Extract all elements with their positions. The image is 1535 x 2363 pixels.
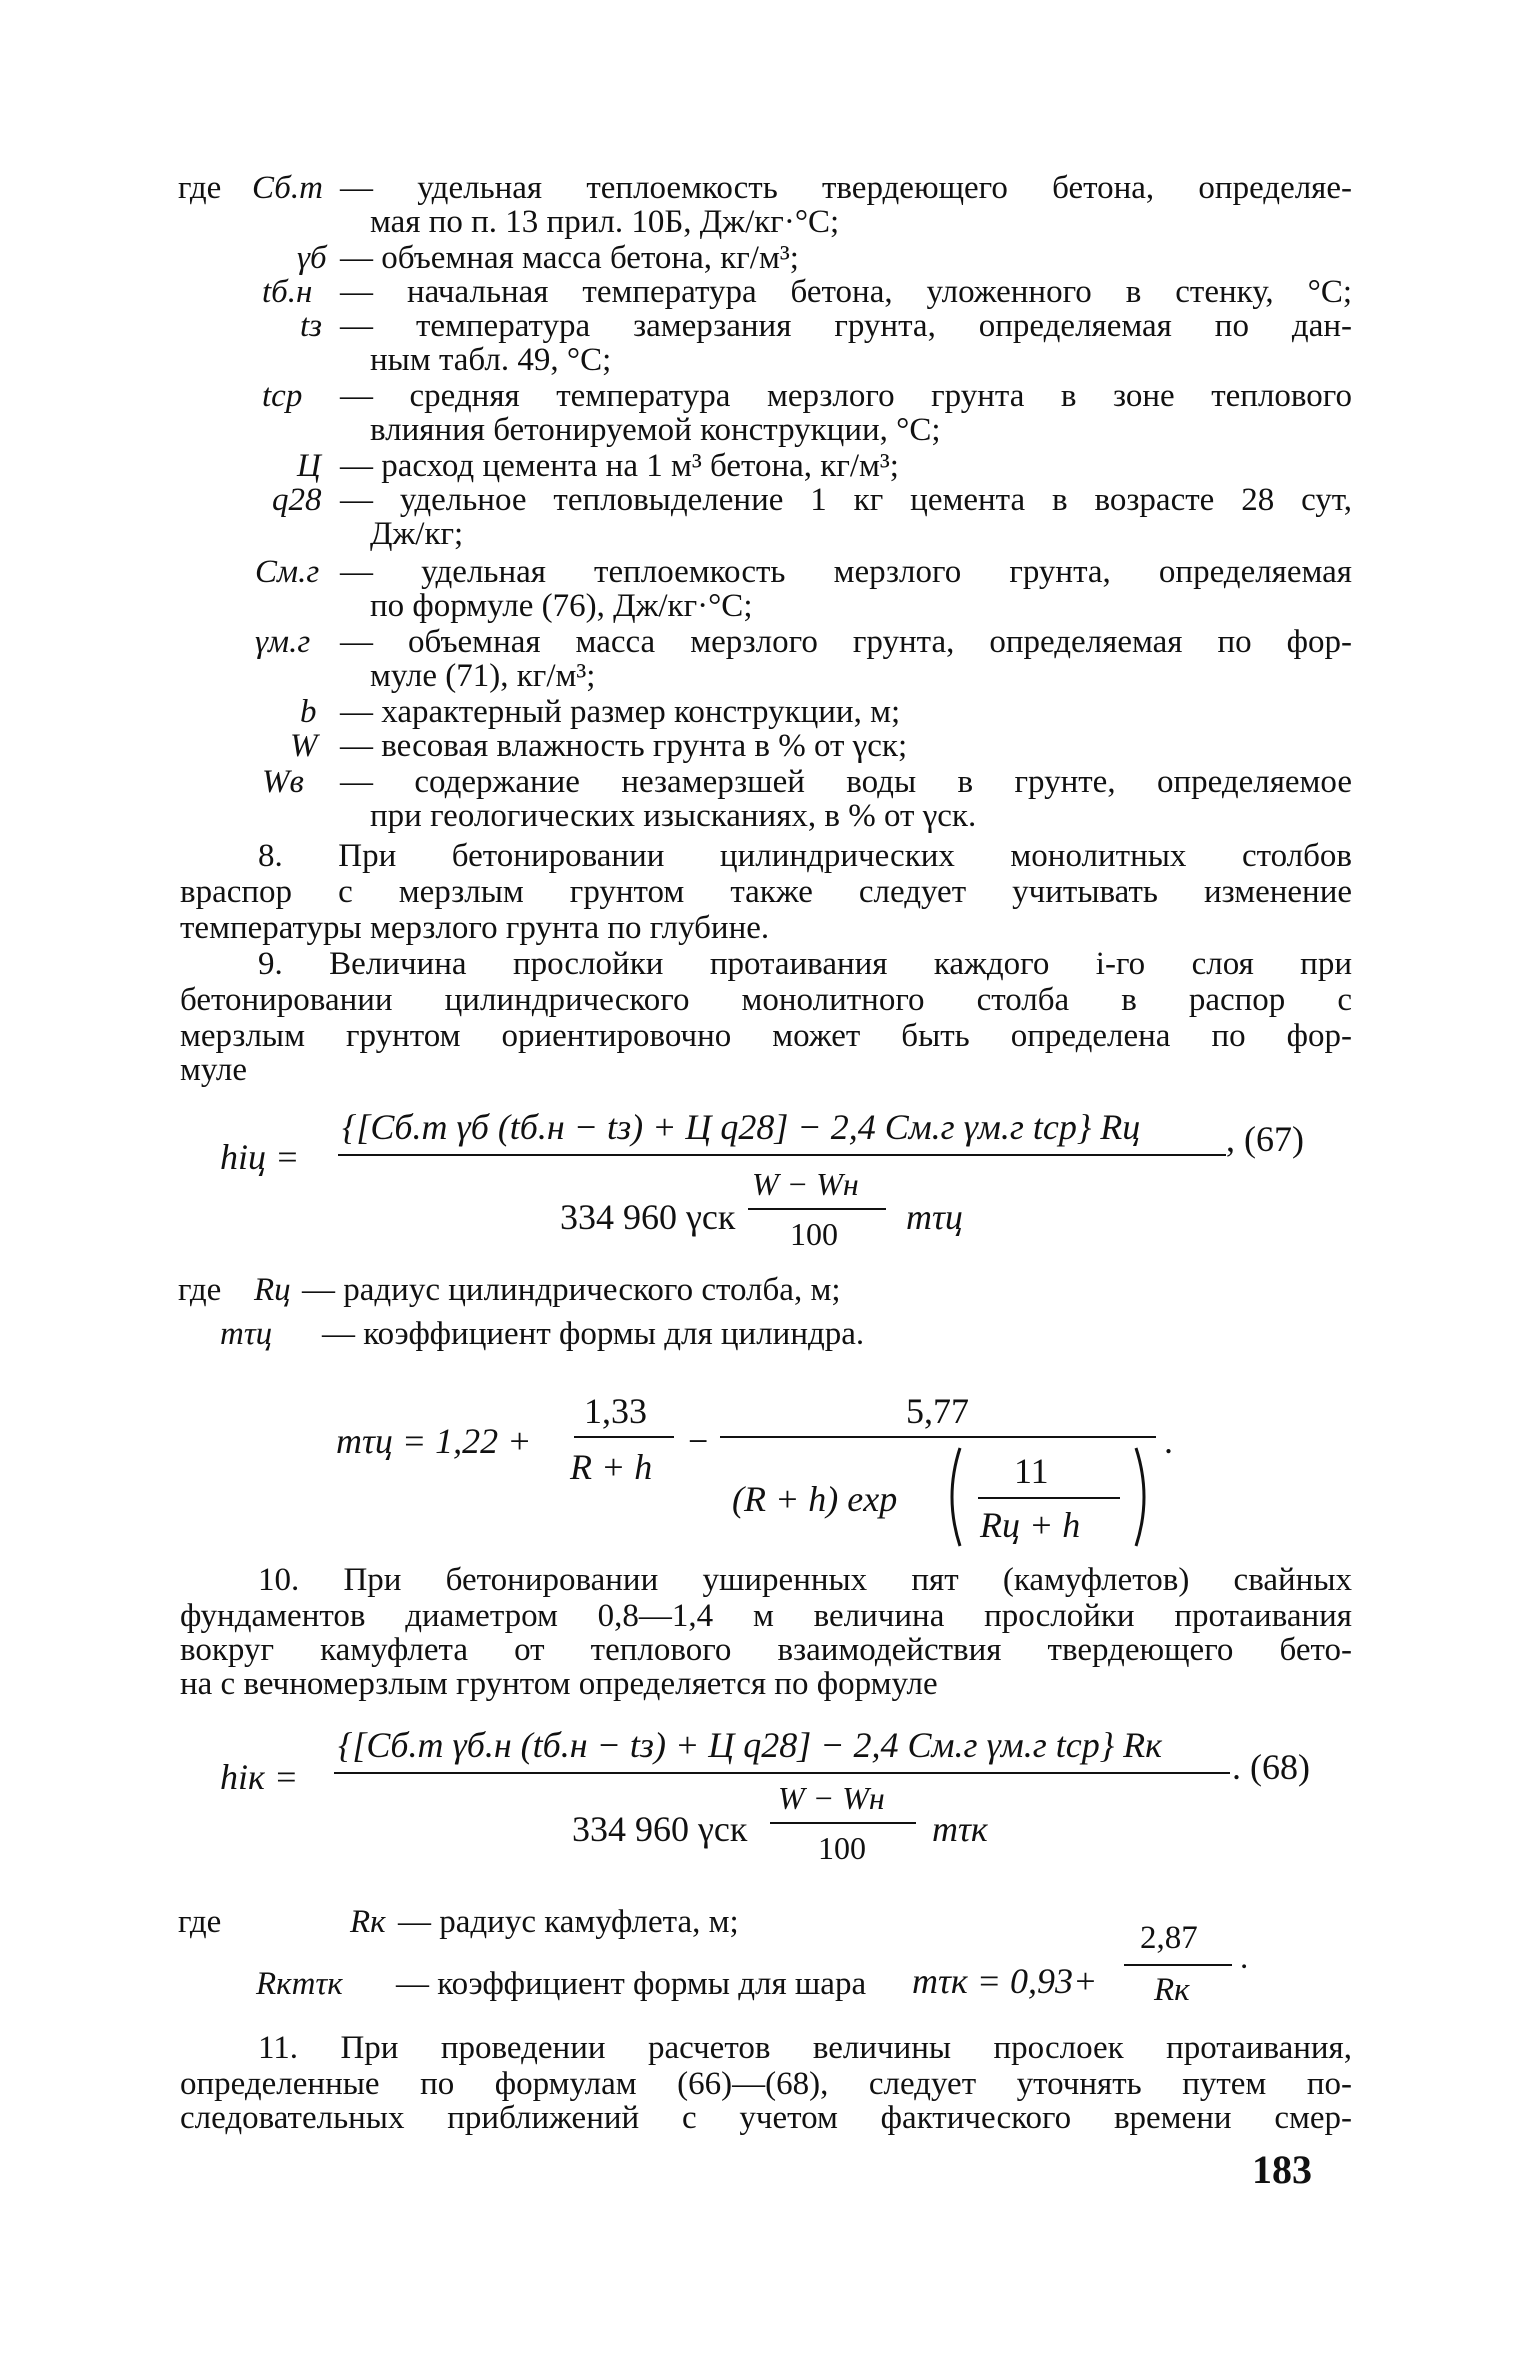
- legend-where-word: где: [178, 170, 222, 206]
- fraction-numerator: 1,33: [584, 1391, 647, 1431]
- equation-denominator-coef: 334 960 γск: [560, 1197, 736, 1237]
- legend-description: — начальная температура бетона, уложенного в стенку, °С;: [340, 274, 1352, 310]
- legend-symbol: Сб.т: [252, 170, 323, 206]
- equation-number: . (68): [1232, 1747, 1310, 1787]
- equation-numerator: {[Cб.т γб.н (tб.н − tз) + Ц q28] − 2,4 Cм.г γм.г tср} Rк: [338, 1725, 1162, 1765]
- fraction-numerator: 5,77: [906, 1391, 969, 1431]
- text-line: мерзлым грунтом ориентировочно может быть определена по фор-: [180, 1018, 1352, 1054]
- legend-symbol: W: [290, 728, 318, 764]
- equation-lhs: hiц =: [220, 1137, 300, 1177]
- text-line: 10. При бетонировании уширенных пят (камуфлетов) свайных: [258, 1562, 1352, 1598]
- legend-description: мая по п. 13 прил. 10Б, Дж/кг·°С;: [370, 204, 840, 240]
- text-line: вокруг камуфлета от теплового взаимодействия твердеющего бето-: [180, 1632, 1352, 1668]
- legend-symbol: Rц: [254, 1272, 291, 1308]
- legend-description: — температура замерзания грунта, определяемая по дан-: [340, 308, 1352, 344]
- equation-inner-numerator: W − Wн: [778, 1780, 885, 1816]
- legend-symbol: mτц: [220, 1316, 273, 1352]
- legend-description: — объемная масса бетона, кг/м³;: [340, 240, 799, 276]
- legend-symbol: tср: [262, 378, 303, 414]
- equation-inner-denominator: 100: [818, 1830, 866, 1866]
- fraction-denominator: (R + h) exp: [732, 1479, 898, 1519]
- legend-symbol: tб.н: [262, 274, 313, 310]
- fraction-denominator: R + h: [570, 1447, 653, 1487]
- legend-symbol: γм.г: [255, 624, 311, 660]
- fraction-bar: [770, 1822, 916, 1824]
- legend-symbol: tз: [300, 308, 323, 344]
- legend-description: — средняя температура мерзлого грунта в зоне теплового: [340, 378, 1352, 414]
- fraction-bar: [334, 1772, 1230, 1774]
- legend-description: — радиус цилиндрического столба, м;: [302, 1272, 841, 1308]
- text-line: определенные по формулам (66)—(68), следует уточнять путем по-: [180, 2066, 1352, 2102]
- legend-description: влияния бетонируемой конструкции, °С;: [370, 412, 941, 448]
- equation-inner-numerator: W − Wн: [752, 1166, 859, 1202]
- legend-description: — расход цемента на 1 м³ бетона, кг/м³;: [340, 448, 899, 484]
- equation-inner-denominator: 100: [790, 1216, 838, 1252]
- legend-description: — содержание незамерзшей воды в грунте, определяемое: [340, 764, 1352, 800]
- equation-lhs: mτц = 1,22 +: [336, 1421, 532, 1461]
- fraction-denominator: Rк: [1154, 1972, 1190, 2008]
- fraction-bar: [720, 1436, 1156, 1438]
- legend-description: ным табл. 49, °С;: [370, 342, 612, 378]
- legend-symbol: Ц: [297, 448, 321, 484]
- legend-symbol: Rкmτк: [256, 1966, 343, 2002]
- equation-end: .: [1164, 1421, 1173, 1461]
- equation-denominator-coef: 334 960 γск: [572, 1809, 748, 1849]
- legend-description: — удельная теплоемкость твердеющего бетона, определяе-: [340, 170, 1352, 206]
- legend-symbol: Rк: [350, 1904, 386, 1940]
- text-line: муле: [180, 1052, 248, 1088]
- legend-description: муле (71), кг/м³;: [370, 658, 596, 694]
- text-line: температуры мерзлого грунта по глубине.: [180, 910, 770, 946]
- legend-description: — коэффициент формы для шара: [396, 1966, 867, 2002]
- legend-symbol: Wв: [262, 764, 304, 800]
- equation-end: .: [1240, 1940, 1249, 1976]
- legend-description: Дж/кг;: [370, 516, 464, 552]
- text-line: враспор с мерзлым грунтом также следует учитывать изменение: [180, 874, 1352, 910]
- legend-symbol: γб: [297, 240, 327, 276]
- text-line: следовательных приближений с учетом фактического времени смер-: [180, 2100, 1352, 2136]
- fraction-bar: [1124, 1964, 1232, 1966]
- text-line: 8. При бетонировании цилиндрических монолитных столбов: [258, 838, 1352, 874]
- equation-denominator-tail: mτк: [932, 1809, 988, 1849]
- page-number: 183: [1252, 2147, 1312, 2192]
- legend-description: — весовая влажность грунта в % от γск;: [340, 728, 908, 764]
- inner-fraction-denominator: Rц + h: [980, 1505, 1081, 1545]
- legend-description: — удельная теплоемкость мерзлого грунта, определяемая: [340, 554, 1352, 590]
- equation-numerator: {[Cб.т γб (tб.н − tз) + Ц q28] − 2,4 Cм.г γм.г tср} Rц: [342, 1107, 1141, 1147]
- legend-description: — коэффициент формы для цилиндра.: [322, 1316, 865, 1352]
- inner-fraction-numerator: 11: [1014, 1451, 1049, 1491]
- legend-description: при геологических изысканиях, в % от γск.: [370, 798, 977, 834]
- legend-symbol: q28: [272, 482, 322, 518]
- fraction-bar: [748, 1208, 886, 1210]
- text-line: бетонировании цилиндрического монолитного столба в распор с: [180, 982, 1352, 1018]
- legend-where-word: где: [178, 1272, 222, 1308]
- equation-denominator-tail: mτц: [906, 1197, 963, 1237]
- equation-lhs: hiк =: [220, 1757, 299, 1797]
- legend-symbol: См.г: [255, 554, 320, 590]
- legend-description: — характерный размер конструкции, м;: [340, 694, 901, 730]
- text-line: 9. Величина прослойки протаивания каждого i-го слоя при: [258, 946, 1352, 982]
- legend-description: — удельное тепловыделение 1 кг цемента в возрасте 28 сут,: [340, 482, 1352, 518]
- equation-number: , (67): [1226, 1119, 1304, 1159]
- form-factor-sphere-formula: mτк = 0,93+: [912, 1961, 1098, 2001]
- fraction-numerator: 2,87: [1140, 1920, 1198, 1956]
- text-line: фундаментов диаметром 0,8—1,4 м величина прослойки протаивания: [180, 1598, 1352, 1634]
- fraction-bar: [574, 1436, 674, 1438]
- legend-description: по формуле (76), Дж/кг·°С;: [370, 588, 753, 624]
- legend-symbol: b: [300, 694, 317, 730]
- text-line: 11. При проведении расчетов величины прослоек протаивания,: [258, 2030, 1352, 2066]
- fraction-bar: [338, 1154, 1226, 1156]
- legend-description: — объемная масса мерзлого грунта, определяемая по фор-: [340, 624, 1352, 660]
- legend-where-word: где: [178, 1904, 222, 1940]
- legend-description: — радиус камуфлета, м;: [398, 1904, 739, 1940]
- minus-sign: −: [688, 1421, 709, 1461]
- text-line: на с вечномерзлым грунтом определяется по формуле: [180, 1666, 938, 1702]
